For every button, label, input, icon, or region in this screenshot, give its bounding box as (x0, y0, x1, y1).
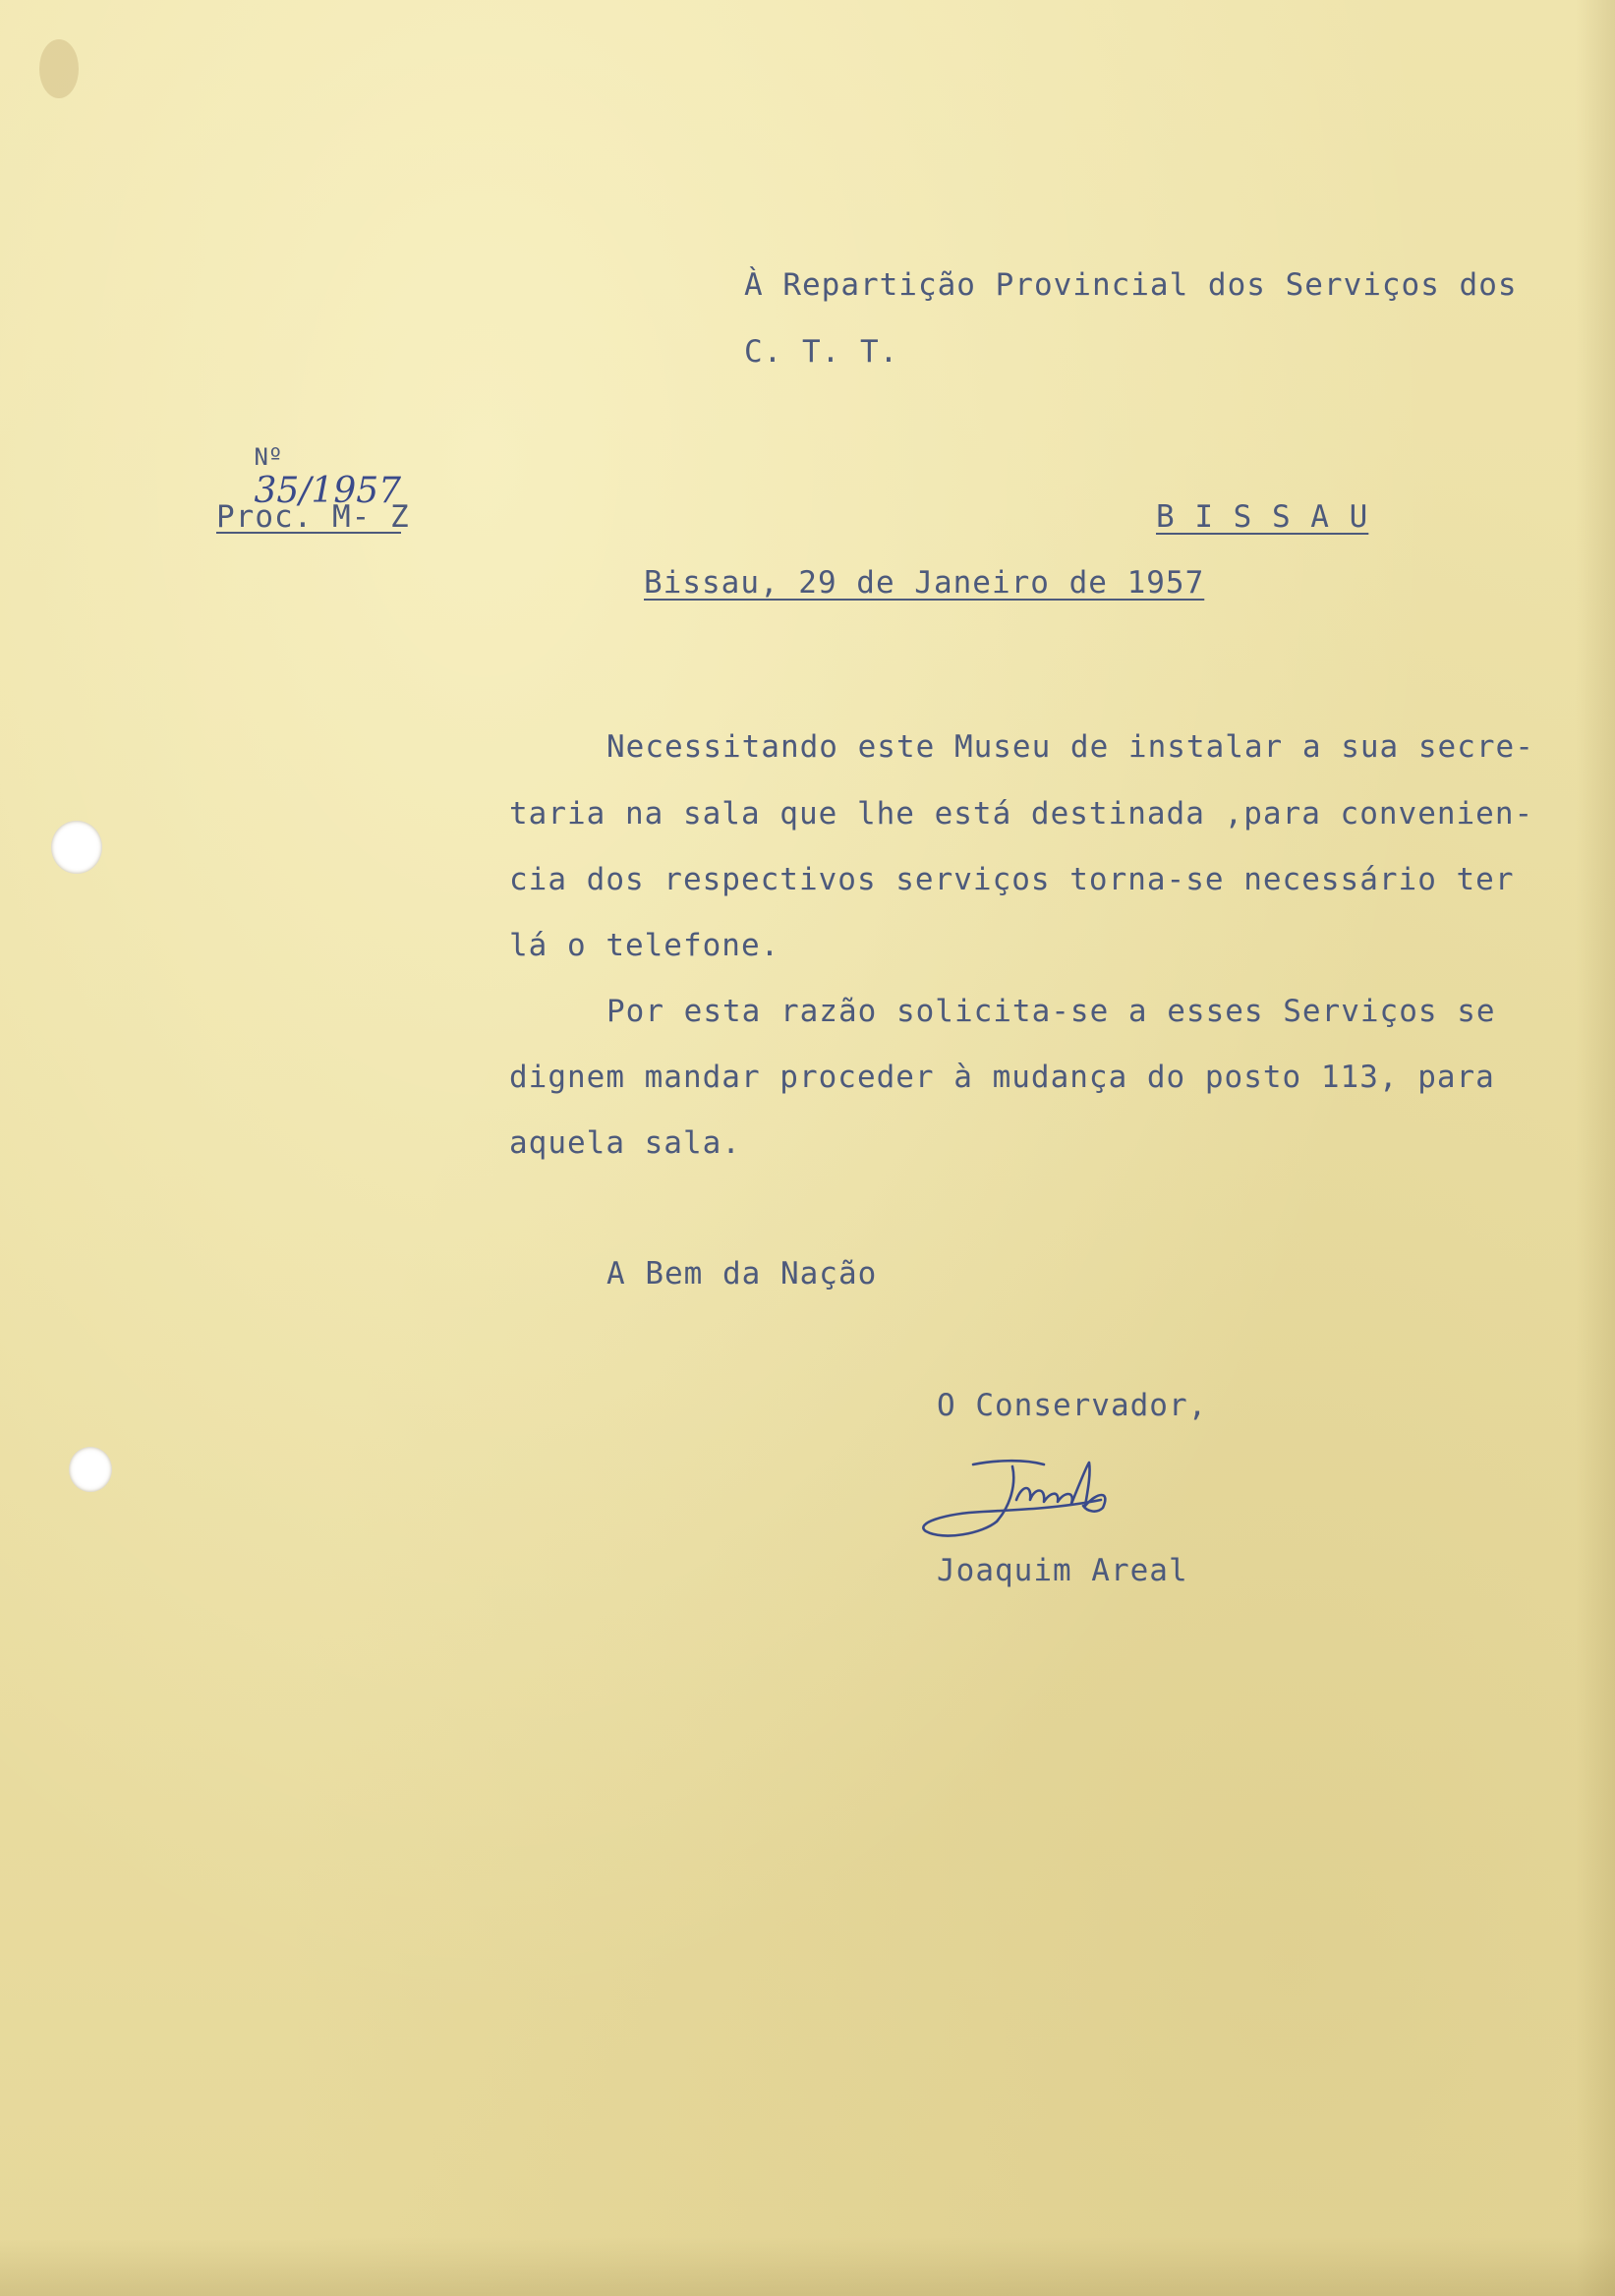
body-line-5: Por esta razão solicita-se a esses Serviços se (606, 994, 1496, 1029)
page-bottom-shadow (0, 2237, 1615, 2296)
recipient-line-2: C. T. T. (744, 334, 899, 370)
reference-prefix: Nº (254, 443, 283, 471)
reference-number-value: 35/1957 (254, 471, 402, 511)
recipient-line-1: À Repartição Provincial dos Serviços dos (744, 267, 1518, 303)
process-reference: Proc. M- Z (216, 499, 410, 535)
body-line-7: aquela sala. (509, 1125, 741, 1161)
letter-date: Bissau, 29 de Janeiro de 1957 (644, 565, 1205, 601)
body-line-4: lá o telefone. (509, 928, 780, 963)
body-line-6: dignem mandar proceder à mudança do posto 113, para (509, 1060, 1495, 1095)
city-heading: B I S S A U (1156, 499, 1369, 535)
punch-hole-top (51, 821, 102, 874)
handwritten-signature (914, 1445, 1170, 1563)
signature-icon (914, 1445, 1170, 1563)
body-line-3: cia dos respectivos serviços torna-se necessário ter (509, 862, 1515, 897)
body-line-2: taria na sala que lhe está destinada ,para convenien- (509, 796, 1534, 832)
page-edge-shadow (1576, 0, 1615, 2296)
body-line-1: Necessitando este Museu de instalar a sua secre- (606, 729, 1534, 765)
punch-hole-bottom (69, 1447, 112, 1492)
closing-salutation: A Bem da Nação (606, 1256, 878, 1292)
signatory-name: Joaquim Areal (937, 1553, 1188, 1588)
signatory-title: O Conservador, (937, 1388, 1208, 1423)
paper-stain (39, 39, 79, 98)
